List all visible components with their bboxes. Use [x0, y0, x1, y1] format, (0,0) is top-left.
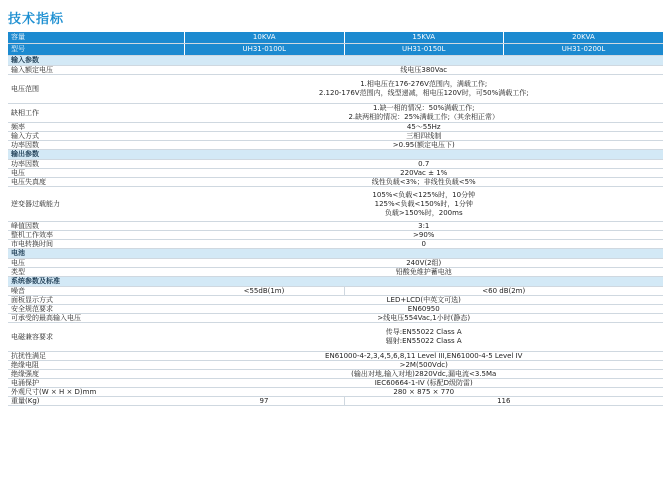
row-label: 面板显示方式 [8, 296, 185, 305]
row-value: 280 × 875 × 770 [185, 388, 664, 397]
row-value-15-20kva: 116 [344, 397, 663, 406]
row-value: 220Vac ± 1% [185, 169, 664, 178]
row-label: 外观尺寸(W × H × D)mm [8, 388, 185, 397]
table-row [8, 388, 663, 397]
row-label: 输入方式 [8, 132, 185, 141]
row-label: 电压范围 [8, 75, 185, 104]
section-title: 输入参数 [8, 56, 663, 66]
row-label: 电涌保护 [8, 379, 185, 388]
row-value: 240V(2组) [185, 259, 664, 268]
row-label: 峰值因数 [8, 222, 185, 231]
row-label: 整机工作效率 [8, 231, 185, 240]
row-value: EN61000-4-2,3,4,5,6,8,11 Level III,EN61000-4-5 Level IV [185, 352, 664, 361]
row-value: LED+LCD(中英文可选) [185, 296, 664, 305]
row-label: 功率因数 [8, 160, 185, 169]
row-label: 电压 [8, 169, 185, 178]
section-title: 输出参数 [8, 150, 663, 160]
model-10kva: UH31-0100L [185, 44, 345, 56]
row-label: 电压失真度 [8, 178, 185, 187]
row-label: 绝缘强度 [8, 370, 185, 379]
row-value [185, 104, 664, 123]
table-row [8, 268, 663, 277]
table-row [8, 66, 663, 75]
row-value-15-20kva: <60 dB(2m) [344, 287, 663, 296]
value-line: 2.120-176V范围内，线型递减，相电压120V时，可50%满载工作; [318, 89, 529, 97]
row-value: 线性负载<3%；非线性负载<5% [185, 178, 664, 187]
row-label: 电磁兼容要求 [8, 323, 185, 352]
row-label: 安全规范要求 [8, 305, 185, 314]
row-value: 0 [185, 240, 664, 249]
section-output [8, 150, 663, 160]
value-line: 105%<负载<125%时，10分钟 [372, 190, 476, 199]
value-line: 负载>150%时，200ms [384, 208, 463, 217]
row-value: >线电压554Vac,1小时(静态) [185, 314, 664, 323]
row-value: 三相四线制 [185, 132, 664, 141]
table-row [8, 178, 663, 187]
value-line: 辐射:EN55022 Class A [385, 337, 462, 345]
table-row [8, 323, 663, 352]
row-label: 噪音 [8, 287, 185, 296]
section-input [8, 56, 663, 66]
table-row [8, 169, 663, 178]
table-row [8, 132, 663, 141]
model-20kva: UH31-0200L [504, 44, 664, 56]
row-value: 3:1 [185, 222, 664, 231]
section-system [8, 277, 663, 287]
row-label: 类型 [8, 268, 185, 277]
table-row [8, 305, 663, 314]
spec-table [8, 32, 663, 406]
section-title: 系统参数及标准 [8, 277, 663, 287]
table-row [8, 141, 663, 150]
table-row [8, 231, 663, 240]
row-label: 抗扰性满足 [8, 352, 185, 361]
row-label: 逆变器过载能力 [8, 187, 185, 222]
row-value-10kva: <55dB(1m) [185, 287, 345, 296]
table-row [8, 259, 663, 268]
table-row [8, 397, 663, 406]
capacity-label: 容量 [8, 32, 185, 44]
table-row [8, 370, 663, 379]
row-label: 可承受的最高输入电压 [8, 314, 185, 323]
row-label: 电压 [8, 259, 185, 268]
table-row [8, 104, 663, 123]
table-row [8, 187, 663, 222]
row-label: 市电转换时间 [8, 240, 185, 249]
row-label: 频率 [8, 123, 185, 132]
capacity-15kva: 15KVA [344, 32, 504, 44]
table-row [8, 160, 663, 169]
row-value: (输出对地,输入对地)2820Vdc,漏电流<3.5Ma [185, 370, 664, 379]
value-line: 2.缺两相的情况：25%满载工作;（其余相正常） [348, 113, 500, 121]
row-value: EN60950 [185, 305, 664, 314]
row-label: 绝缘电阻 [8, 361, 185, 370]
row-label: 重量(Kg) [8, 397, 185, 406]
value-line: 传导:EN55022 Class A [385, 328, 462, 336]
table-row [8, 296, 663, 305]
table-row [8, 287, 663, 296]
header-row-model [8, 44, 663, 56]
row-value: IEC60664-1-IV (标配D级防雷) [185, 379, 664, 388]
row-value: 线电压380Vac [185, 66, 664, 75]
table-row [8, 379, 663, 388]
row-value: 0.7 [185, 160, 664, 169]
row-value: >90% [185, 231, 664, 240]
table-row [8, 75, 663, 104]
table-row [8, 240, 663, 249]
row-label: 输入额定电压 [8, 66, 185, 75]
row-label: 功率因数 [8, 141, 185, 150]
page-title: 技术指标 [8, 12, 65, 27]
section-title: 电池 [8, 249, 663, 259]
table-row [8, 352, 663, 361]
table-row [8, 222, 663, 231]
table-row [8, 361, 663, 370]
capacity-10kva: 10KVA [185, 32, 345, 44]
row-value [185, 323, 664, 352]
row-value [185, 75, 664, 104]
row-value: 45～55Hz [185, 123, 664, 132]
value-line: 125%<负载<150%时，1分钟 [374, 199, 473, 208]
row-label: 缺相工作 [8, 104, 185, 123]
row-value: 铅酸免维护蓄电池 [185, 268, 664, 277]
table-row [8, 123, 663, 132]
row-value [185, 187, 664, 222]
section-battery [8, 249, 663, 259]
capacity-20kva: 20KVA [504, 32, 664, 44]
row-value: >0.95(额定电压下) [185, 141, 664, 150]
value-line: 1.相电压在176-276V范围内，满载工作; [360, 80, 488, 88]
header-row-capacity [8, 32, 663, 44]
row-value: >2M(500Vdc) [185, 361, 664, 370]
row-value-10kva: 97 [185, 397, 345, 406]
model-15kva: UH31-0150L [344, 44, 504, 56]
table-row [8, 314, 663, 323]
value-line: 1.缺一相的情况：50%满载工作; [372, 104, 475, 112]
model-label: 型号 [8, 44, 185, 56]
